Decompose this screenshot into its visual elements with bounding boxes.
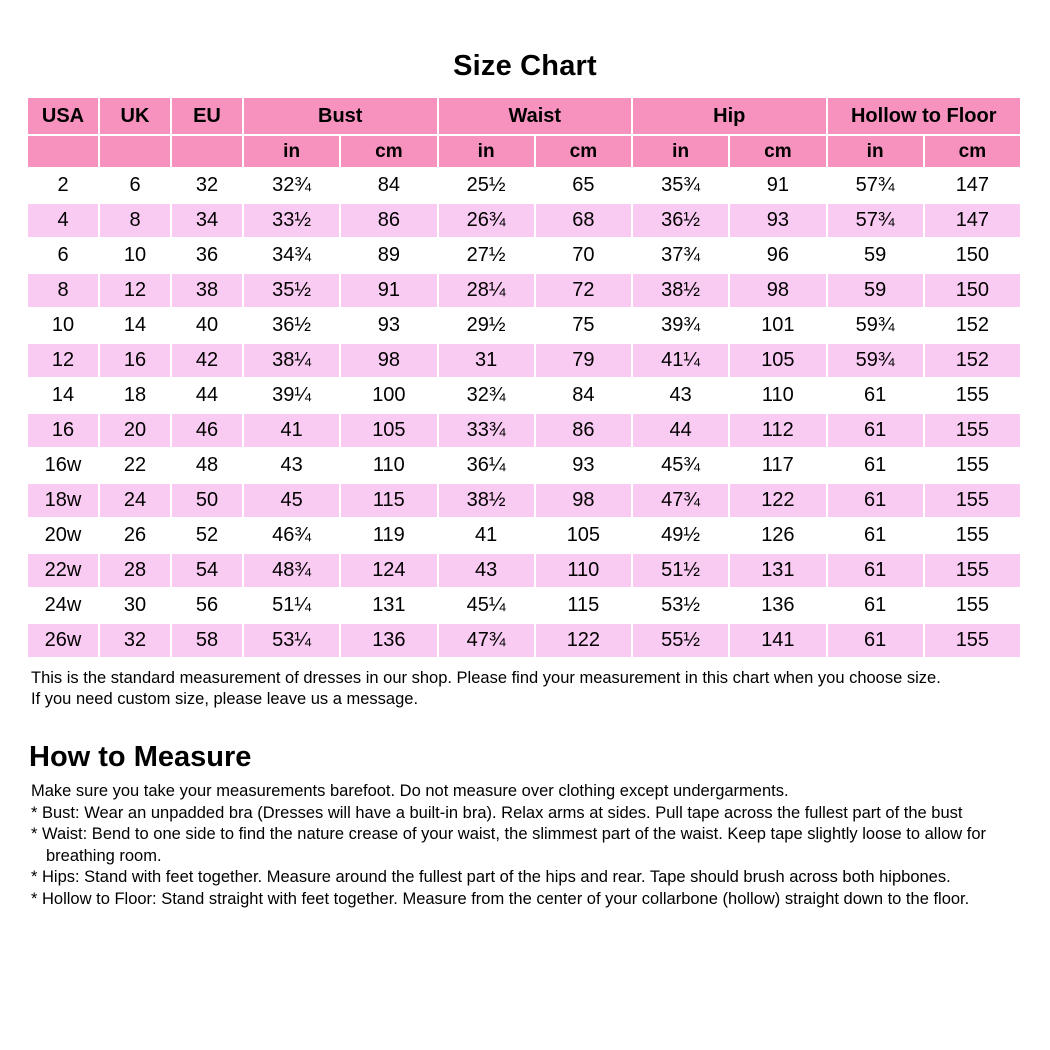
table-cell: 32¾	[439, 379, 534, 412]
table-row-size-6	[28, 239, 1020, 272]
table-cell: 119	[341, 519, 436, 552]
table-cell: 75	[536, 309, 631, 342]
table-cell: 39¾	[633, 309, 728, 342]
table-cell: 155	[925, 379, 1020, 412]
note-custom-size: If you need custom size, please leave us a message.	[31, 690, 419, 708]
table-cell: 98	[536, 484, 631, 517]
measure-bullet-0: * Bust: Wear an unpadded bra (Dresses will have a built-in bra). Relax arms at sides. Pull tape across the fullest part of the bust	[31, 803, 963, 822]
table-cell: 36½	[633, 204, 728, 237]
table-cell: 59¾	[828, 344, 923, 377]
table-cell: 43	[244, 449, 339, 482]
table-cell: 32	[172, 169, 242, 202]
how-to-measure-heading: How to Measure	[29, 741, 252, 773]
table-cell: 131	[730, 554, 825, 587]
table-cell: 136	[341, 624, 436, 657]
table-row-size-16w	[28, 449, 1020, 482]
table-cell: 33½	[244, 204, 339, 237]
table-cell: 36¼	[439, 449, 534, 482]
table-cell: 18w	[28, 484, 98, 517]
table-cell: 46	[172, 414, 242, 447]
table-cell: 89	[341, 239, 436, 272]
table-row-size-24w	[28, 589, 1020, 622]
how-to-measure-intro: Make sure you take your measurements barefoot. Do not measure over clothing except undergarments.	[31, 782, 789, 800]
table-cell: 43	[439, 554, 534, 587]
table-cell: 124	[341, 554, 436, 587]
table-cell: 54	[172, 554, 242, 587]
unit-header-empty	[28, 136, 98, 167]
table-cell: 28¼	[439, 274, 534, 307]
unit-header-cm: cm	[730, 136, 825, 167]
table-cell: 27½	[439, 239, 534, 272]
table-cell: 122	[536, 624, 631, 657]
table-cell: 2	[28, 169, 98, 202]
table-cell: 39¼	[244, 379, 339, 412]
table-cell: 91	[341, 274, 436, 307]
table-cell: 16w	[28, 449, 98, 482]
table-row-size-22w	[28, 554, 1020, 587]
size-chart-page	[0, 50, 1050, 910]
table-cell: 38	[172, 274, 242, 307]
table-cell: 86	[536, 414, 631, 447]
table-cell: 91	[730, 169, 825, 202]
table-cell: 61	[828, 554, 923, 587]
table-cell: 84	[341, 169, 436, 202]
table-cell: 46¾	[244, 519, 339, 552]
table-cell: 42	[172, 344, 242, 377]
table-cell: 32	[100, 624, 170, 657]
table-cell: 61	[828, 414, 923, 447]
table-cell: 22w	[28, 554, 98, 587]
table-cell: 61	[828, 449, 923, 482]
unit-header-cm: cm	[536, 136, 631, 167]
table-cell: 34¾	[244, 239, 339, 272]
group-header-eu: EU	[172, 98, 242, 134]
table-cell: 41¼	[633, 344, 728, 377]
table-cell: 16	[100, 344, 170, 377]
table-cell: 45¼	[439, 589, 534, 622]
table-cell: 53¼	[244, 624, 339, 657]
table-cell: 22	[100, 449, 170, 482]
table-cell: 45	[244, 484, 339, 517]
table-cell: 31	[439, 344, 534, 377]
group-header-usa: USA	[28, 98, 98, 134]
table-cell: 38½	[439, 484, 534, 517]
table-row-size-2	[28, 169, 1020, 202]
table-cell: 28	[100, 554, 170, 587]
table-cell: 14	[28, 379, 98, 412]
table-cell: 68	[536, 204, 631, 237]
table-cell: 41	[244, 414, 339, 447]
how-to-measure-body	[31, 781, 1030, 910]
table-cell: 49½	[633, 519, 728, 552]
table-cell: 40	[172, 309, 242, 342]
table-cell: 26	[100, 519, 170, 552]
size-chart-header	[28, 98, 1020, 167]
unit-header-in: in	[633, 136, 728, 167]
group-header-waist: Waist	[439, 98, 632, 134]
table-cell: 32¾	[244, 169, 339, 202]
table-cell: 110	[341, 449, 436, 482]
group-header-hollow-to-floor: Hollow to Floor	[828, 98, 1021, 134]
table-cell: 41	[439, 519, 534, 552]
group-header-hip: Hip	[633, 98, 826, 134]
table-cell: 43	[633, 379, 728, 412]
measure-bullet-1: * Waist: Bend to one side to find the nature crease of your waist, the slimmest part of the waist. Keep tape slightly loose to allow for breathing room.	[31, 825, 987, 865]
table-cell: 26w	[28, 624, 98, 657]
table-cell: 10	[28, 309, 98, 342]
table-cell: 55½	[633, 624, 728, 657]
table-cell: 115	[536, 589, 631, 622]
table-cell: 34	[172, 204, 242, 237]
table-cell: 59¾	[828, 309, 923, 342]
table-cell: 61	[828, 624, 923, 657]
table-cell: 152	[925, 344, 1020, 377]
table-cell: 35½	[244, 274, 339, 307]
table-cell: 4	[28, 204, 98, 237]
table-cell: 57¾	[828, 204, 923, 237]
table-cell: 36½	[244, 309, 339, 342]
table-cell: 61	[828, 484, 923, 517]
table-cell: 37¾	[633, 239, 728, 272]
table-cell: 14	[100, 309, 170, 342]
table-cell: 147	[925, 204, 1020, 237]
table-cell: 24w	[28, 589, 98, 622]
table-row-size-10	[28, 309, 1020, 342]
table-cell: 105	[730, 344, 825, 377]
table-cell: 45¾	[633, 449, 728, 482]
group-header-uk: UK	[100, 98, 170, 134]
table-cell: 48¾	[244, 554, 339, 587]
table-cell: 105	[536, 519, 631, 552]
standard-measurement-notes	[31, 668, 1030, 710]
size-chart-table	[26, 96, 1022, 659]
table-cell: 112	[730, 414, 825, 447]
table-cell: 35¾	[633, 169, 728, 202]
unit-header-in: in	[244, 136, 339, 167]
table-cell: 147	[925, 169, 1020, 202]
table-cell: 44	[172, 379, 242, 412]
table-cell: 105	[341, 414, 436, 447]
table-row-size-8	[28, 274, 1020, 307]
unit-header-empty	[172, 136, 242, 167]
table-cell: 115	[341, 484, 436, 517]
table-cell: 100	[341, 379, 436, 412]
table-cell: 18	[100, 379, 170, 412]
table-cell: 155	[925, 484, 1020, 517]
table-cell: 141	[730, 624, 825, 657]
table-cell: 110	[536, 554, 631, 587]
table-row-size-4	[28, 204, 1020, 237]
table-cell: 58	[172, 624, 242, 657]
table-row-size-20w	[28, 519, 1020, 552]
table-cell: 8	[100, 204, 170, 237]
table-cell: 61	[828, 379, 923, 412]
table-cell: 30	[100, 589, 170, 622]
table-row-size-16	[28, 414, 1020, 447]
table-cell: 93	[730, 204, 825, 237]
table-cell: 152	[925, 309, 1020, 342]
table-cell: 38¼	[244, 344, 339, 377]
table-cell: 72	[536, 274, 631, 307]
table-cell: 24	[100, 484, 170, 517]
table-cell: 70	[536, 239, 631, 272]
measure-bullet-3: * Hollow to Floor: Stand straight with feet together. Measure from the center of your collarbone (hollow) straight down to the floor.	[31, 889, 970, 908]
table-cell: 155	[925, 519, 1020, 552]
table-cell: 61	[828, 519, 923, 552]
table-cell: 117	[730, 449, 825, 482]
measure-bullet-2: * Hips: Stand with feet together. Measure around the fullest part of the hips and rear. Tape should brush across both hipbones.	[31, 868, 951, 886]
table-cell: 150	[925, 274, 1020, 307]
table-cell: 65	[536, 169, 631, 202]
table-cell: 59	[828, 274, 923, 307]
table-cell: 29½	[439, 309, 534, 342]
table-cell: 38½	[633, 274, 728, 307]
unit-header-in: in	[828, 136, 923, 167]
group-header-bust: Bust	[244, 98, 437, 134]
table-cell: 79	[536, 344, 631, 377]
table-cell: 25½	[439, 169, 534, 202]
table-cell: 12	[100, 274, 170, 307]
table-cell: 12	[28, 344, 98, 377]
table-cell: 6	[28, 239, 98, 272]
unit-header-row	[28, 136, 1020, 167]
table-cell: 36	[172, 239, 242, 272]
table-cell: 33¾	[439, 414, 534, 447]
table-cell: 93	[536, 449, 631, 482]
table-cell: 56	[172, 589, 242, 622]
table-cell: 50	[172, 484, 242, 517]
table-cell: 59	[828, 239, 923, 272]
table-cell: 110	[730, 379, 825, 412]
table-cell: 98	[341, 344, 436, 377]
table-row-size-12	[28, 344, 1020, 377]
table-row-size-18w	[28, 484, 1020, 517]
table-cell: 155	[925, 589, 1020, 622]
table-cell: 51¼	[244, 589, 339, 622]
table-cell: 150	[925, 239, 1020, 272]
table-cell: 86	[341, 204, 436, 237]
unit-header-cm: cm	[925, 136, 1020, 167]
group-header-row	[28, 98, 1020, 134]
table-cell: 47¾	[439, 624, 534, 657]
table-cell: 26¾	[439, 204, 534, 237]
unit-header-cm: cm	[341, 136, 436, 167]
table-cell: 136	[730, 589, 825, 622]
table-cell: 61	[828, 589, 923, 622]
table-row-size-26w	[28, 624, 1020, 657]
table-cell: 44	[633, 414, 728, 447]
table-cell: 126	[730, 519, 825, 552]
table-cell: 101	[730, 309, 825, 342]
table-cell: 6	[100, 169, 170, 202]
table-cell: 20	[100, 414, 170, 447]
how-to-measure-bullets	[31, 803, 1030, 911]
table-cell: 96	[730, 239, 825, 272]
table-cell: 47¾	[633, 484, 728, 517]
table-cell: 84	[536, 379, 631, 412]
table-row-size-14	[28, 379, 1020, 412]
table-cell: 57¾	[828, 169, 923, 202]
unit-header-in: in	[439, 136, 534, 167]
size-chart-body	[28, 169, 1020, 657]
table-cell: 98	[730, 274, 825, 307]
table-cell: 155	[925, 414, 1020, 447]
table-cell: 8	[28, 274, 98, 307]
unit-header-empty	[100, 136, 170, 167]
note-standard-measurement: This is the standard measurement of dresses in our shop. Please find your measurement in this chart when you choose size.	[31, 669, 941, 687]
table-cell: 155	[925, 554, 1020, 587]
table-cell: 93	[341, 309, 436, 342]
table-cell: 52	[172, 519, 242, 552]
table-cell: 122	[730, 484, 825, 517]
table-cell: 131	[341, 589, 436, 622]
table-cell: 51½	[633, 554, 728, 587]
table-cell: 20w	[28, 519, 98, 552]
table-cell: 10	[100, 239, 170, 272]
table-cell: 155	[925, 624, 1020, 657]
table-cell: 53½	[633, 589, 728, 622]
page-title: Size Chart	[453, 50, 597, 82]
table-cell: 155	[925, 449, 1020, 482]
table-cell: 16	[28, 414, 98, 447]
table-cell: 48	[172, 449, 242, 482]
